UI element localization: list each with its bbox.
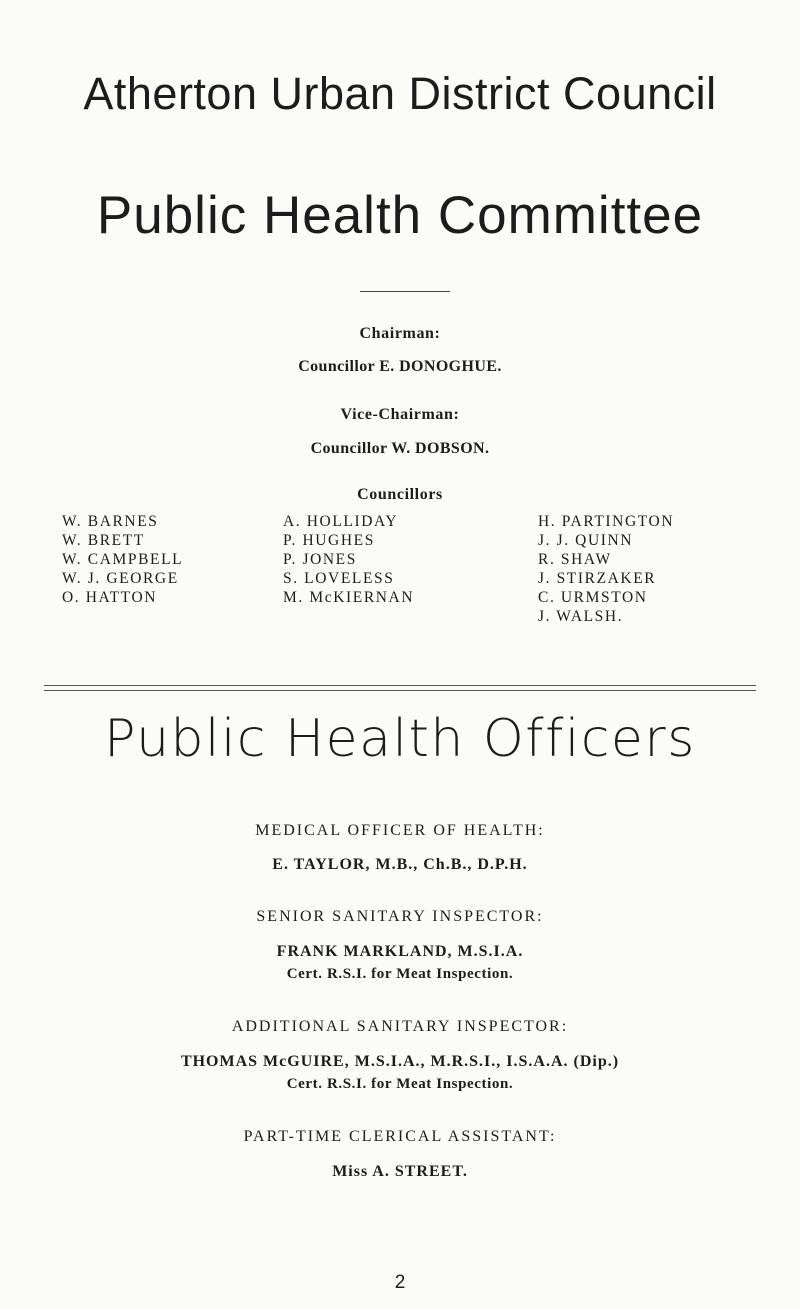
councillor-name: J. STIRZAKER bbox=[538, 570, 657, 587]
ssi-name: FRANK MARKLAND, M.S.I.A. bbox=[276, 943, 524, 960]
councillors-column-3 bbox=[538, 512, 674, 626]
councillor-name: P. JONES bbox=[283, 551, 357, 568]
vice-chairman-label: Vice-Chairman: bbox=[340, 406, 460, 423]
double-divider bbox=[44, 685, 756, 691]
short-divider bbox=[360, 291, 450, 292]
council-title: Atherton Urban District Council bbox=[83, 68, 717, 119]
ssi-title: SENIOR SANITARY INSPECTOR: bbox=[256, 908, 544, 925]
councillor-name: W. BRETT bbox=[62, 532, 145, 549]
councillor-name: J. WALSH. bbox=[538, 608, 624, 625]
councillor-name: H. PARTINGTON bbox=[538, 513, 675, 530]
councillor-name: W. CAMPBELL bbox=[62, 551, 184, 568]
councillor-name: J. J. QUINN bbox=[538, 532, 634, 549]
councillor-name: S. LOVELESS bbox=[283, 570, 395, 587]
moh-name: E. TAYLOR, M.B., Ch.B., D.P.H. bbox=[272, 856, 528, 873]
officers-heading: Public Health Officers bbox=[104, 709, 696, 769]
page-number: 2 bbox=[394, 1272, 406, 1293]
councillor-name: W. J. GEORGE bbox=[62, 570, 179, 587]
councillor-name: P. HUGHES bbox=[283, 532, 375, 549]
councillors-column-2 bbox=[283, 512, 414, 607]
councillors-column-1 bbox=[62, 512, 183, 607]
councillor-name: W. BARNES bbox=[62, 513, 159, 530]
councillor-name: O. HATTON bbox=[62, 589, 158, 606]
councillors-label: Councillors bbox=[357, 486, 443, 503]
councillor-name: C. URMSTON bbox=[538, 589, 648, 606]
chairman-label: Chairman: bbox=[359, 325, 441, 342]
chairman-name: Councillor E. DONOGHUE. bbox=[298, 358, 502, 375]
vice-chairman-name: Councillor W. DOBSON. bbox=[310, 440, 490, 457]
councillor-name: A. HOLLIDAY bbox=[283, 513, 399, 530]
committee-title: Public Health Committee bbox=[96, 186, 704, 245]
councillor-name: M. McKIERNAN bbox=[283, 589, 415, 606]
ssi-cert: Cert. R.S.I. for Meat Inspection. bbox=[286, 966, 514, 982]
moh-title: MEDICAL OFFICER OF HEALTH: bbox=[255, 822, 545, 839]
asi-title: ADDITIONAL SANITARY INSPECTOR: bbox=[231, 1018, 569, 1035]
clerk-title: PART-TIME CLERICAL ASSISTANT: bbox=[243, 1128, 557, 1145]
clerk-name: Miss A. STREET. bbox=[332, 1163, 468, 1180]
councillor-name: R. SHAW bbox=[538, 551, 612, 568]
asi-name: THOMAS McGUIRE, M.S.I.A., M.R.S.I., I.S.A.A. (Dip.) bbox=[180, 1053, 620, 1070]
asi-cert: Cert. R.S.I. for Meat Inspection. bbox=[286, 1076, 514, 1092]
